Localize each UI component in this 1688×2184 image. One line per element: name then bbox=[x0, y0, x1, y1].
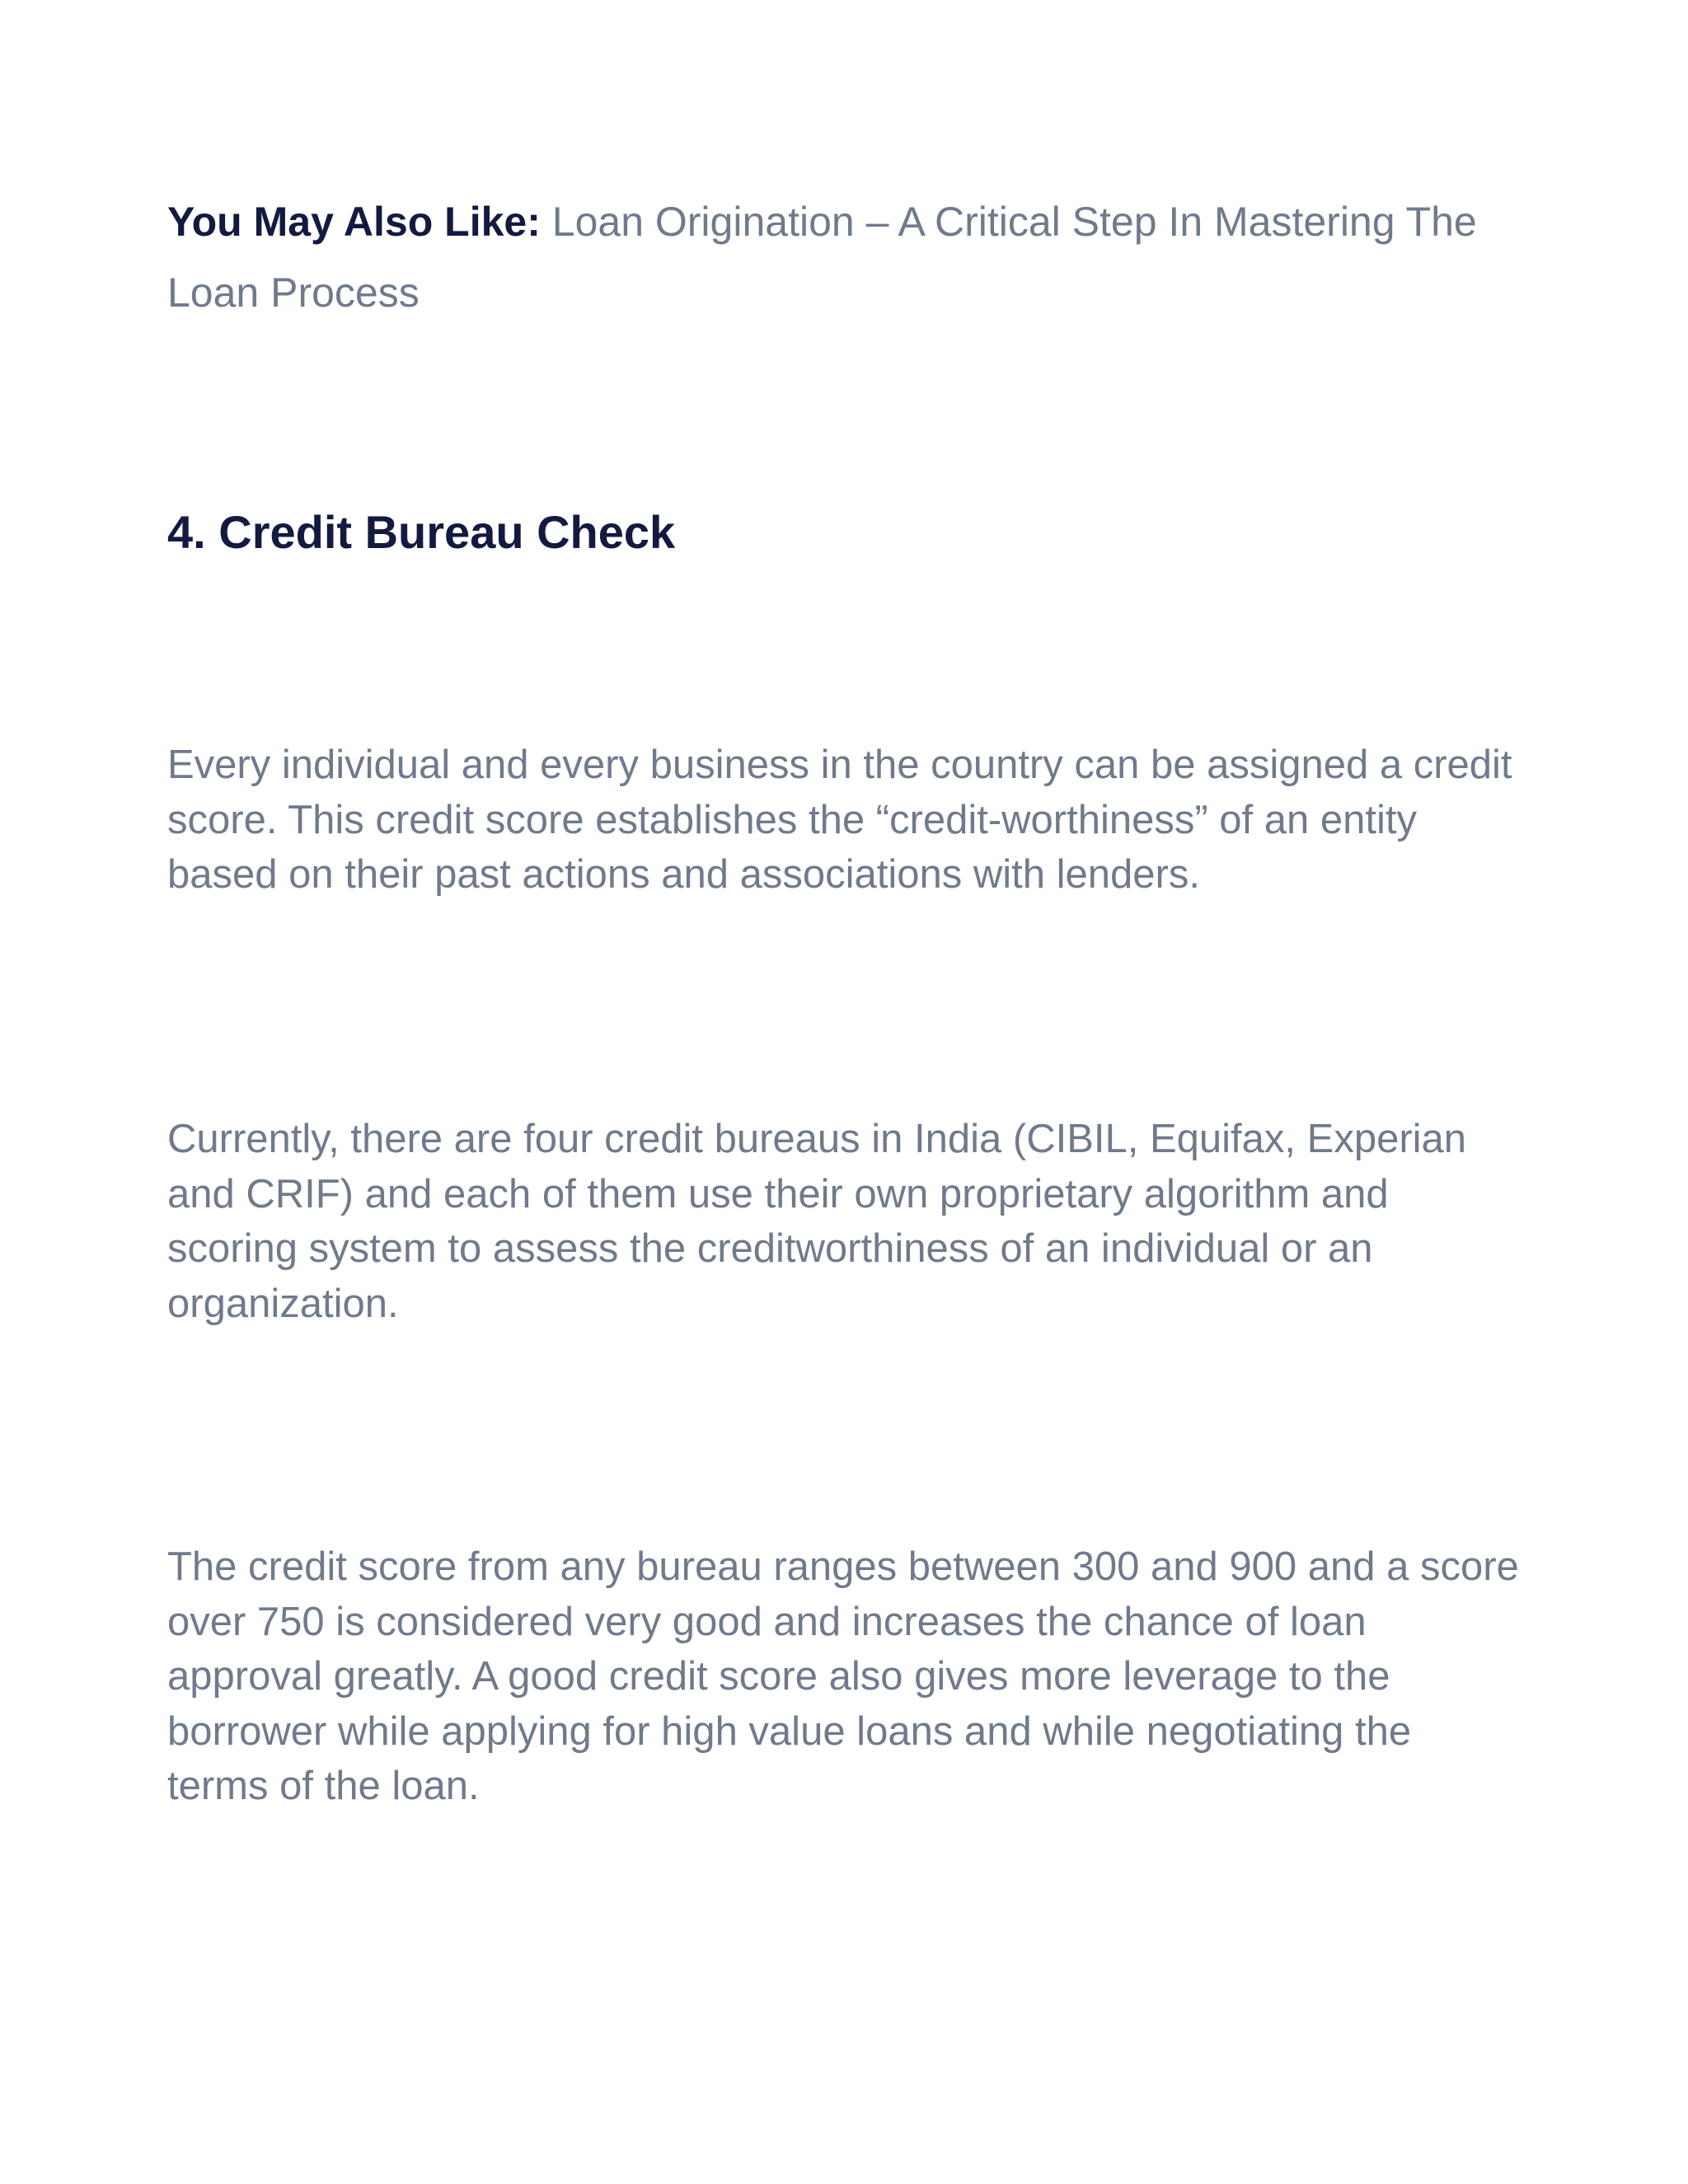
related-article bbox=[167, 186, 1519, 328]
paragraph-credit-score-intro: Every individual and every business in the country can be assigned a credit score. This credit score establishes the “credit-worthiness” of an entity based on their past actions and associations with lenders. bbox=[167, 743, 1512, 897]
related-article-label: You May Also Like: bbox=[167, 199, 541, 245]
paragraph-score-range: The credit score from any bureau ranges between 300 and 900 and a score over 750 is considered very good and increases the chance of loan approval greatly. A good credit score also gives more leverage to the borrower while applying for high value loans and while negotiating the terms of the loan. bbox=[167, 1544, 1519, 1808]
paragraph-credit-bureaus: Currently, there are four credit bureaus in India (CIBIL, Equifax, Experian and CRIF) and each of them use their own proprietary algorithm and scoring system to assess the creditworthiness of an individual or an organization. bbox=[167, 1117, 1467, 1326]
section-heading: 4. Credit Bureau Check bbox=[167, 506, 676, 558]
related-article-link[interactable]: Loan Origination – A Critical Step In Mastering The Loan Process bbox=[167, 199, 1477, 316]
